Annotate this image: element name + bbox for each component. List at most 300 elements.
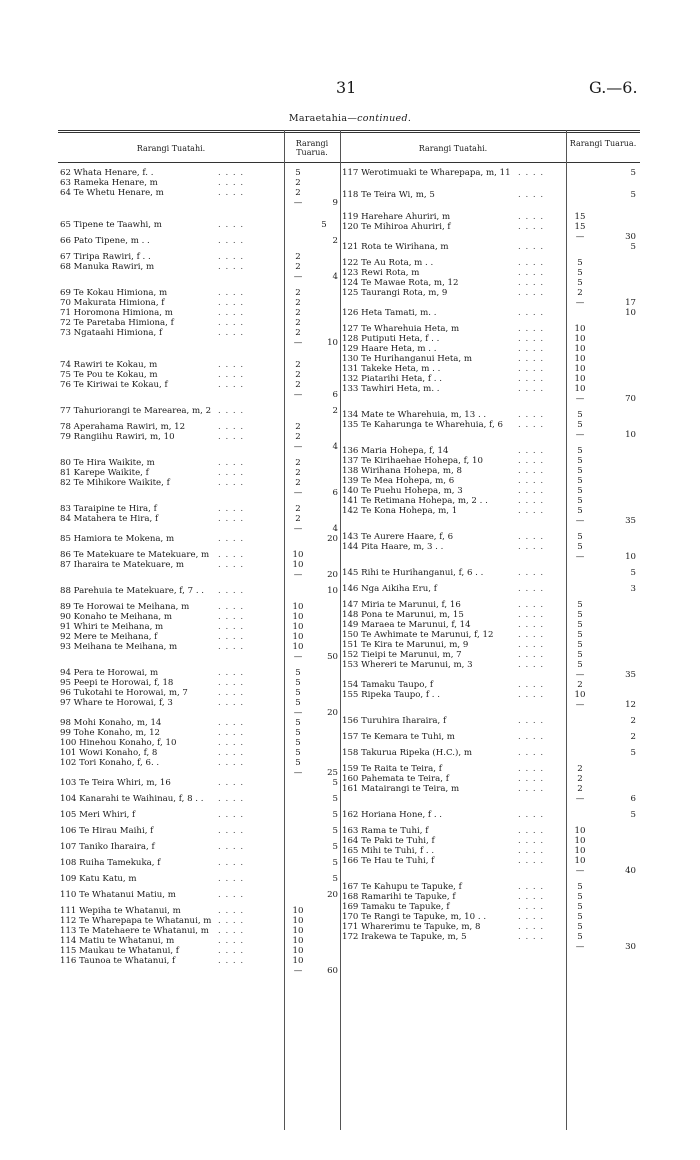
entry-name: 160 Pahemata te Teira, f [342, 774, 449, 784]
entry-row [342, 354, 640, 364]
leader-dots: . . . . [218, 318, 245, 328]
entry-row [60, 728, 340, 738]
total-value: 5 [332, 842, 338, 852]
entry-name: 157 Te Kemara te Tuhi, m [342, 732, 455, 742]
entry-row [342, 324, 640, 334]
leader-dots: . . . . [518, 496, 545, 506]
subtotal-dash: — [575, 700, 585, 710]
entry-name: 73 Ngataahi Himiona, f [60, 328, 163, 338]
entry-row [60, 360, 340, 370]
leader-dots: . . . . [518, 882, 545, 892]
leader-dots: . . . . [518, 542, 545, 552]
leader-dots: . . . . [518, 258, 545, 268]
total-value: 2 [630, 732, 636, 742]
share-value: 2 [295, 458, 301, 468]
header-left-shares: Rarangi Tuarua. [295, 139, 329, 157]
subtotal-row [342, 700, 640, 710]
share-value: 2 [295, 308, 301, 318]
page-header [0, 78, 700, 104]
leader-dots: . . . . [218, 534, 245, 544]
entry-name: 91 Whiri te Meihana, m [60, 622, 164, 632]
subtotal-dash: — [293, 570, 303, 580]
share-value: 2 [295, 288, 301, 298]
share-value: 10 [574, 826, 586, 836]
leader-dots: . . . . [218, 758, 245, 768]
leader-dots: . . . . [218, 916, 245, 926]
leader-dots: . . . . [218, 946, 245, 956]
entry-name: 159 Te Raita te Teira, f [342, 764, 442, 774]
entry-row [342, 922, 640, 932]
entry-name: 171 Wharerimu te Tapuke, m, 8 [342, 922, 481, 932]
share-value: 2 [577, 764, 583, 774]
total-value: 40 [625, 866, 636, 876]
leader-dots: . . . . [218, 826, 245, 836]
entry-name: 121 Rota te Wirihana, m [342, 242, 449, 252]
entry-name: 107 Taniko Iharaira, f [60, 842, 155, 852]
subtotal-row [342, 866, 640, 876]
share-value: 5 [577, 466, 583, 476]
share-value: 10 [574, 354, 586, 364]
leader-dots: . . . . [218, 642, 245, 652]
entry-row [60, 236, 340, 246]
subtotal-dash: — [575, 516, 585, 526]
subtotal-row [60, 708, 340, 718]
entry-row [60, 890, 340, 900]
total-value: 12 [625, 700, 636, 710]
leader-dots: . . . . [218, 586, 245, 596]
leader-dots: . . . . [518, 764, 545, 774]
entry-name: 166 Te Hau te Tuhi, f [342, 856, 435, 866]
leader-dots: . . . . [518, 364, 545, 374]
subtotal-row [60, 768, 340, 778]
entry-row [342, 496, 640, 506]
leader-dots: . . . . [518, 716, 545, 726]
entry-name: 62 Whata Henare, f. . [60, 168, 154, 178]
entry-row [60, 504, 340, 514]
share-value: 10 [574, 846, 586, 856]
document-reference: G.—6. [589, 78, 638, 97]
leader-dots: . . . . [218, 560, 245, 570]
subtotal-dash: — [575, 232, 585, 242]
share-value: 2 [295, 478, 301, 488]
entry-name: 109 Katu Katu, m [60, 874, 137, 884]
entry-name: 170 Te Rangi te Tapuke, m, 10 . . [342, 912, 487, 922]
share-value: 10 [292, 936, 304, 946]
entry-name: 64 Te Whetu Henare, m [60, 188, 164, 198]
entry-row [342, 846, 640, 856]
entry-name: 146 Nga Aikiha Eru, f [342, 584, 437, 594]
leader-dots: . . . . [518, 278, 545, 288]
subtotal-row [342, 670, 640, 680]
entry-name: 137 Te Kirihaehae Hohepa, f, 10 [342, 456, 483, 466]
leader-dots: . . . . [218, 668, 245, 678]
entry-name: 67 Tiripa Rawiri, f . . [60, 252, 151, 262]
entry-row [342, 610, 640, 620]
leader-dots: . . . . [518, 568, 545, 578]
entry-row [60, 794, 340, 804]
entry-row [342, 630, 640, 640]
share-value: 5 [577, 410, 583, 420]
subtotal-dash: — [575, 794, 585, 804]
leader-dots: . . . . [218, 458, 245, 468]
leader-dots: . . . . [518, 610, 545, 620]
entry-row [342, 600, 640, 610]
entry-name: 112 Te Wharepapa te Whatanui, m [60, 916, 212, 926]
entry-name: 139 Te Mea Hohepa, m, 6 [342, 476, 455, 486]
subtotal-dash: — [293, 708, 303, 718]
leader-dots: . . . . [218, 738, 245, 748]
section-title [0, 113, 700, 124]
share-value: 5 [577, 532, 583, 542]
leader-dots: . . . . [218, 468, 245, 478]
share-value: 10 [574, 690, 586, 700]
entry-name: 134 Mate te Wharehuia, m, 13 . . [342, 410, 487, 420]
share-value: 5 [577, 506, 583, 516]
total-value: 2 [332, 406, 338, 416]
entry-name: 78 Aperahama Rawiri, m, 12 [60, 422, 186, 432]
entry-row [342, 764, 640, 774]
subtotal-row [60, 198, 340, 208]
total-value: 4 [332, 272, 338, 282]
leader-dots: . . . . [218, 168, 245, 178]
header-right-names: Rarangi Tuatahi. [418, 144, 488, 153]
leader-dots: . . . . [518, 268, 545, 278]
entry-name: 136 Maria Hohepa, f, 14 [342, 446, 449, 456]
entry-name: 69 Te Kokau Himiona, m [60, 288, 168, 298]
entry-name: 145 Rihi te Hurihanganui, f, 6 . . [342, 568, 484, 578]
entry-row [60, 632, 340, 642]
leader-dots: . . . . [518, 892, 545, 902]
leader-dots: . . . . [218, 236, 245, 246]
entry-row [60, 874, 340, 884]
entry-name: 130 Te Hurihanganui Heta, m [342, 354, 473, 364]
share-value: 5 [577, 542, 583, 552]
entry-row [60, 698, 340, 708]
total-value: 6 [332, 390, 338, 400]
entry-row [342, 212, 640, 222]
share-value: 5 [577, 882, 583, 892]
entry-name: 147 Miria te Marunui, f, 16 [342, 600, 461, 610]
entry-name: 108 Ruiha Tamekuka, f [60, 858, 161, 868]
leader-dots: . . . . [518, 630, 545, 640]
section-name: Maraetahia— [288, 113, 358, 124]
entry-name: 82 Te Mihikore Waikite, f [60, 478, 170, 488]
subtotal-row [342, 232, 640, 242]
leader-dots: . . . . [518, 308, 545, 318]
entry-row [342, 810, 640, 820]
subtotal-row [60, 652, 340, 662]
total-value: 5 [630, 190, 636, 200]
subtotal-dash: — [293, 488, 303, 498]
share-value: 10 [292, 956, 304, 966]
share-value: 10 [292, 612, 304, 622]
subtotal-dash: — [575, 430, 585, 440]
entry-name: 140 Te Puehu Hohepa, m, 3 [342, 486, 463, 496]
entry-row [60, 926, 340, 936]
entry-row [342, 242, 640, 252]
leader-dots: . . . . [218, 504, 245, 514]
leader-dots: . . . . [518, 476, 545, 486]
entry-row [60, 906, 340, 916]
leader-dots: . . . . [218, 890, 245, 900]
entry-name: 87 Iharaira te Matekuare, m [60, 560, 185, 570]
share-value: 5 [577, 932, 583, 942]
entry-row [342, 912, 640, 922]
entry-row [60, 778, 340, 788]
row-spacer [342, 200, 640, 212]
entry-name: 85 Hamiora te Mokena, m [60, 534, 175, 544]
share-value: 2 [295, 514, 301, 524]
subtotal-row [342, 394, 640, 404]
share-value: 5 [577, 610, 583, 620]
leader-dots: . . . . [518, 242, 545, 252]
entry-name: 94 Pera te Horowai, m [60, 668, 159, 678]
share-value: 5 [577, 446, 583, 456]
entry-row [342, 584, 640, 594]
leader-dots: . . . . [518, 466, 545, 476]
leader-dots: . . . . [518, 680, 545, 690]
entry-row [342, 892, 640, 902]
leader-dots: . . . . [218, 550, 245, 560]
leader-dots: . . . . [518, 774, 545, 784]
leader-dots: . . . . [218, 906, 245, 916]
total-value: 5 [630, 242, 636, 252]
share-value: 5 [577, 660, 583, 670]
share-value: 5 [577, 278, 583, 288]
leader-dots: . . . . [218, 728, 245, 738]
entry-row [342, 308, 640, 318]
entry-row [60, 308, 340, 318]
section-continued: continued. [357, 113, 412, 124]
leader-dots: . . . . [518, 584, 545, 594]
entry-name: 122 Te Au Rota, m . . [342, 258, 434, 268]
share-value: 5 [295, 668, 301, 678]
entry-row [342, 826, 640, 836]
total-value: 3 [630, 584, 636, 594]
entry-name: 106 Te Hirau Maihi, f [60, 826, 154, 836]
entry-row [342, 620, 640, 630]
entry-name: 129 Haare Heta, m . . [342, 344, 437, 354]
share-value: 5 [577, 268, 583, 278]
entry-row [60, 668, 340, 678]
leader-dots: . . . . [518, 410, 545, 420]
share-value: 5 [577, 640, 583, 650]
total-value: 30 [625, 232, 636, 242]
entry-name: 71 Horomona Himiona, m [60, 308, 173, 318]
share-value: 5 [577, 902, 583, 912]
entry-row [60, 534, 340, 544]
entry-row [60, 642, 340, 652]
share-value: 10 [574, 374, 586, 384]
entry-row [342, 476, 640, 486]
share-value: 5 [577, 258, 583, 268]
leader-dots: . . . . [518, 344, 545, 354]
share-value: 5 [295, 758, 301, 768]
entry-name: 169 Tamaku te Tapuke, f [342, 902, 450, 912]
header-left-names: Rarangi Tuatahi. [136, 144, 206, 153]
entry-name: 149 Maraea te Marunui, f, 14 [342, 620, 471, 630]
entry-row [342, 288, 640, 298]
share-value: 2 [295, 422, 301, 432]
entry-name: 165 Mihi te Tuhi, f . . [342, 846, 435, 856]
leader-dots: . . . . [218, 422, 245, 432]
entry-name: 124 Te Mawae Rota, m, 12 [342, 278, 459, 288]
subtotal-row [342, 552, 640, 562]
share-value: 2 [295, 380, 301, 390]
share-value: 10 [292, 906, 304, 916]
entry-name: 114 Matiu te Whatanui, m [60, 936, 175, 946]
leader-dots: . . . . [518, 384, 545, 394]
subtotal-row [60, 338, 340, 348]
total-value: 35 [625, 670, 636, 680]
entry-name: 90 Konaho te Meihana, m [60, 612, 172, 622]
share-value: 10 [574, 384, 586, 394]
entry-row [60, 468, 340, 478]
entry-name: 74 Rawiri te Kokau, m [60, 360, 158, 370]
total-value: 17 [625, 298, 636, 308]
entry-name: 172 Irakewa te Tapuke, m, 5 [342, 932, 467, 942]
entry-name: 135 Te Kaharunga te Wharehuia, f, 6 [342, 420, 503, 430]
entry-row [342, 660, 640, 670]
total-value: 5 [332, 858, 338, 868]
leader-dots: . . . . [218, 360, 245, 370]
entry-row [60, 252, 340, 262]
entry-row [342, 882, 640, 892]
leader-dots: . . . . [518, 456, 545, 466]
total-value: 30 [625, 942, 636, 952]
share-value: 2 [295, 178, 301, 188]
entry-row [60, 842, 340, 852]
entry-name: 93 Meihana te Meihana, m [60, 642, 178, 652]
entry-name: 119 Harehare Ahuriri, m [342, 212, 451, 222]
total-value: 20 [327, 534, 338, 544]
entry-row [60, 432, 340, 442]
leader-dots: . . . . [518, 354, 545, 364]
leader-dots: . . . . [518, 288, 545, 298]
share-value: 5 [577, 600, 583, 610]
share-value: 5 [577, 912, 583, 922]
total-value: 50 [327, 652, 338, 662]
share-value: 2 [577, 288, 583, 298]
subtotal-dash: — [293, 442, 303, 452]
row-spacer [342, 178, 640, 190]
entry-name: 86 Te Matekuare te Matekuare, m [60, 550, 210, 560]
subtotal-dash: — [293, 966, 303, 976]
total-value: 25 [327, 768, 338, 778]
entry-name: 162 Horiana Hone, f . . [342, 810, 443, 820]
subtotal-row [60, 390, 340, 400]
entry-name: 79 Rangiihu Rawiri, m, 10 [60, 432, 175, 442]
total-value: 20 [327, 708, 338, 718]
subtotal-dash: — [575, 866, 585, 876]
leader-dots: . . . . [518, 784, 545, 794]
entry-row [60, 858, 340, 868]
entry-name: 141 Te Retimana Hohepa, m, 2 . . [342, 496, 488, 506]
entry-name: 65 Tipene te Taawhi, m [60, 220, 162, 230]
entry-row [342, 168, 640, 178]
entry-row [60, 422, 340, 432]
leader-dots: . . . . [218, 748, 245, 758]
entry-name: 123 Rewi Rota, m [342, 268, 420, 278]
entry-row [60, 758, 340, 768]
total-value: 10 [625, 308, 636, 318]
entry-name: 143 Te Aurere Haare, f, 6 [342, 532, 454, 542]
entry-row [60, 550, 340, 560]
leader-dots: . . . . [518, 922, 545, 932]
share-value: 5 [577, 486, 583, 496]
leader-dots: . . . . [518, 486, 545, 496]
entry-name: 88 Parehuia te Matekuare, f, 7 . . [60, 586, 205, 596]
total-value: 5 [630, 168, 636, 178]
leader-dots: . . . . [518, 374, 545, 384]
leader-dots: . . . . [518, 826, 545, 836]
entry-row [342, 532, 640, 542]
leader-dots: . . . . [218, 288, 245, 298]
entry-row [342, 344, 640, 354]
subtotal-dash: — [575, 552, 585, 562]
share-value: 2 [295, 262, 301, 272]
entry-row [60, 178, 340, 188]
entry-name: 84 Matahera te Hira, f [60, 514, 159, 524]
entry-name: 128 Putiputi Heta, f . . [342, 334, 440, 344]
entry-row [60, 956, 340, 966]
entry-name: 96 Tukotahi te Horowai, m, 7 [60, 688, 188, 698]
entry-name: 115 Maukau te Whatanui, f [60, 946, 179, 956]
entry-name: 127 Te Wharehuia Heta, m [342, 324, 460, 334]
entry-row [60, 380, 340, 390]
entry-name: 100 Hinehou Konaho, f, 10 [60, 738, 177, 748]
subtotal-row [342, 298, 640, 308]
entry-name: 156 Turuhira Iharaira, f [342, 716, 447, 726]
left-column [60, 168, 340, 976]
subtotal-row [342, 942, 640, 952]
leader-dots: . . . . [518, 660, 545, 670]
entry-name: 110 Te Whatanui Matiu, m [60, 890, 176, 900]
share-value: 5 [321, 220, 327, 230]
share-value: 2 [295, 188, 301, 198]
share-value: 10 [574, 364, 586, 374]
entry-name: 168 Ramarihi te Tapuke, f [342, 892, 456, 902]
subtotal-dash: — [293, 390, 303, 400]
leader-dots: . . . . [218, 252, 245, 262]
entry-row [60, 328, 340, 338]
share-value: 10 [292, 946, 304, 956]
entry-row [342, 456, 640, 466]
total-value: 5 [332, 778, 338, 788]
share-value: 10 [574, 856, 586, 866]
entry-name: 138 Wirihana Hohepa, m, 8 [342, 466, 462, 476]
entry-name: 158 Takurua Ripeka (H.C.), m [342, 748, 472, 758]
share-value: 2 [295, 370, 301, 380]
share-value: 10 [574, 334, 586, 344]
entry-name: 117 Werotimuaki te Wharepapa, m, 11 [342, 168, 511, 178]
entry-row [60, 458, 340, 468]
subtotal-row [342, 794, 640, 804]
entry-row [342, 932, 640, 942]
leader-dots: . . . . [218, 718, 245, 728]
leader-dots: . . . . [518, 748, 545, 758]
entry-row [342, 856, 640, 866]
entry-name: 113 Te Matehaere te Whatanui, m [60, 926, 209, 936]
share-value: 5 [295, 678, 301, 688]
entry-name: 105 Meri Whiri, f [60, 810, 136, 820]
share-value: 2 [577, 774, 583, 784]
subtotal-row [60, 442, 340, 452]
total-value: 5 [332, 874, 338, 884]
total-value: 5 [332, 826, 338, 836]
leader-dots: . . . . [518, 532, 545, 542]
subtotal-dash: — [293, 768, 303, 778]
